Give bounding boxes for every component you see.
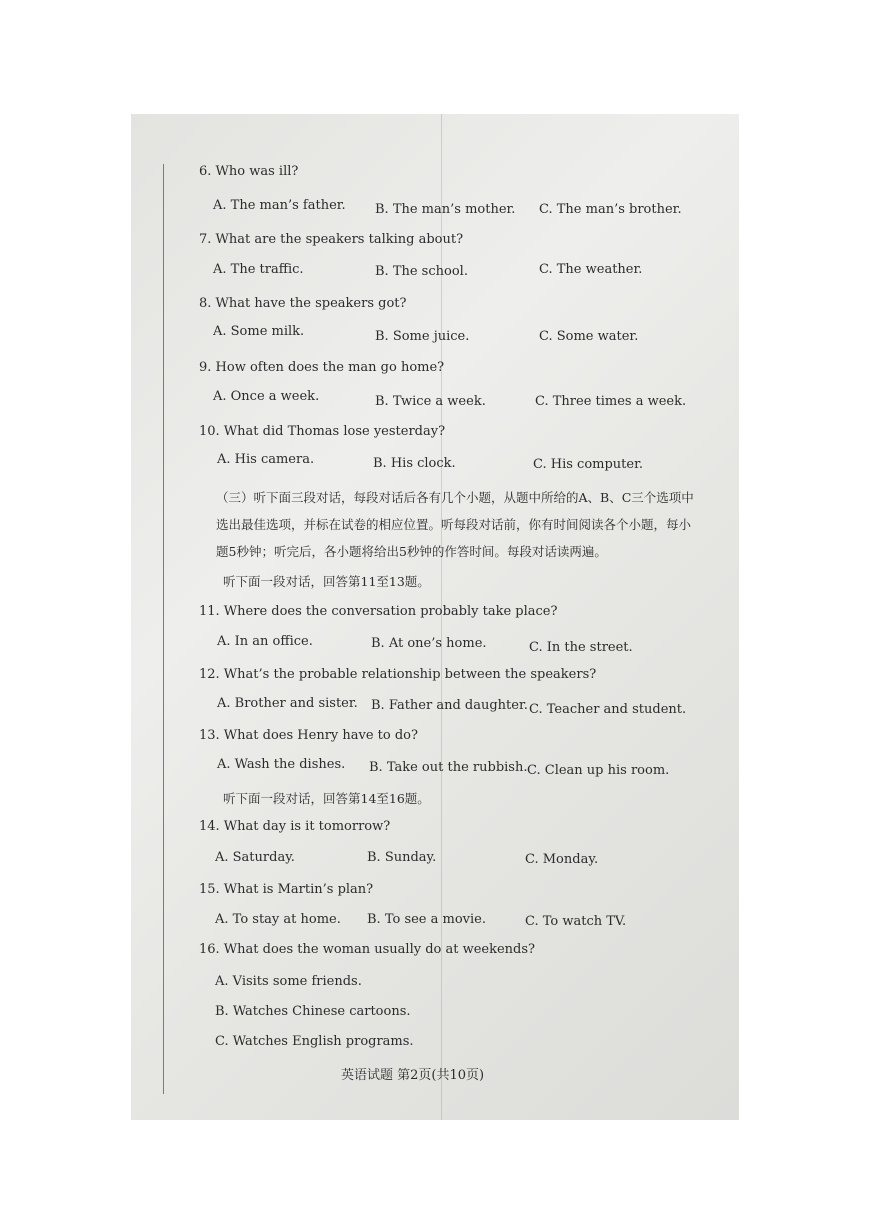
option-b: B. Twice a week. — [375, 394, 486, 409]
option-a: A. The man’s father. — [213, 198, 346, 213]
option-c: C. Monday. — [525, 852, 599, 867]
option-c: C. His computer. — [533, 457, 644, 472]
dialog-2-heading: 听下面一段对话，回答第14至16题。 — [223, 791, 430, 806]
option-c: C. Watches English programs. — [215, 1034, 414, 1049]
exam-content — [131, 114, 739, 1120]
option-a: A. The traffic. — [213, 262, 304, 277]
page-footer: 英语试题 第2页(共10页) — [341, 1068, 485, 1083]
question-9: 9. How often does the man go home? — [199, 360, 445, 375]
option-b: B. The man’s mother. — [375, 202, 516, 217]
option-b: B. The school. — [375, 264, 468, 279]
option-c: C. Teacher and student. — [529, 702, 687, 717]
option-c: C. The weather. — [539, 262, 643, 277]
option-b: B. Father and daughter. — [371, 698, 528, 713]
option-b: B. Take out the rubbish. — [369, 760, 528, 775]
option-a: A. Some milk. — [213, 324, 305, 339]
option-b: B. Some juice. — [375, 329, 470, 344]
question-15: 15. What is Martin’s plan? — [199, 882, 374, 897]
option-a: A. Saturday. — [215, 850, 295, 865]
option-a: A. In an office. — [217, 634, 313, 649]
option-a: A. To stay at home. — [215, 912, 341, 927]
option-a: A. Visits some friends. — [215, 974, 362, 989]
option-b: B. Sunday. — [367, 850, 437, 865]
question-8: 8. What have the speakers got? — [199, 296, 407, 311]
option-a: A. His camera. — [217, 452, 315, 467]
option-c: C. In the street. — [529, 640, 633, 655]
question-7: 7. What are the speakers talking about? — [199, 232, 464, 247]
option-a: A. Wash the dishes. — [217, 757, 346, 772]
option-b: B. Watches Chinese cartoons. — [215, 1004, 411, 1019]
option-b: B. To see a movie. — [367, 912, 486, 927]
question-10: 10. What did Thomas lose yesterday? — [199, 424, 446, 439]
option-c: C. Three times a week. — [535, 394, 687, 409]
question-13: 13. What does Henry have to do? — [199, 728, 418, 743]
option-c: C. The man’s brother. — [539, 202, 682, 217]
question-11: 11. Where does the conversation probably take place? — [199, 604, 558, 619]
option-b: B. His clock. — [373, 456, 456, 471]
question-6: 6. Who was ill? — [199, 164, 299, 179]
question-16: 16. What does the woman usually do at weekends? — [199, 942, 536, 957]
question-14: 14. What day is it tomorrow? — [199, 819, 391, 834]
option-c: C. Some water. — [539, 329, 639, 344]
option-c: C. To watch TV. — [525, 914, 627, 929]
section-3-instructions: （三）听下面三段对话，每段对话后各有几个小题，从题中所给的A、B、C三个选项中选出最佳选项，并标在试卷的相应位置。听每段对话前，你有时间阅读各个小题，每小题5秒钟；听完后，各小题将给出5秒钟的作答时间。每段对话读两遍。 — [216, 490, 694, 559]
option-c: C. Clean up his room. — [527, 763, 670, 778]
question-12: 12. What’s the probable relationship between the speakers? — [199, 667, 597, 682]
exam-paper — [131, 114, 739, 1120]
dialog-1-heading: 听下面一段对话，回答第11至13题。 — [223, 574, 430, 589]
option-a: A. Brother and sister. — [217, 696, 358, 711]
option-a: A. Once a week. — [213, 389, 320, 404]
option-b: B. At one’s home. — [371, 636, 487, 651]
